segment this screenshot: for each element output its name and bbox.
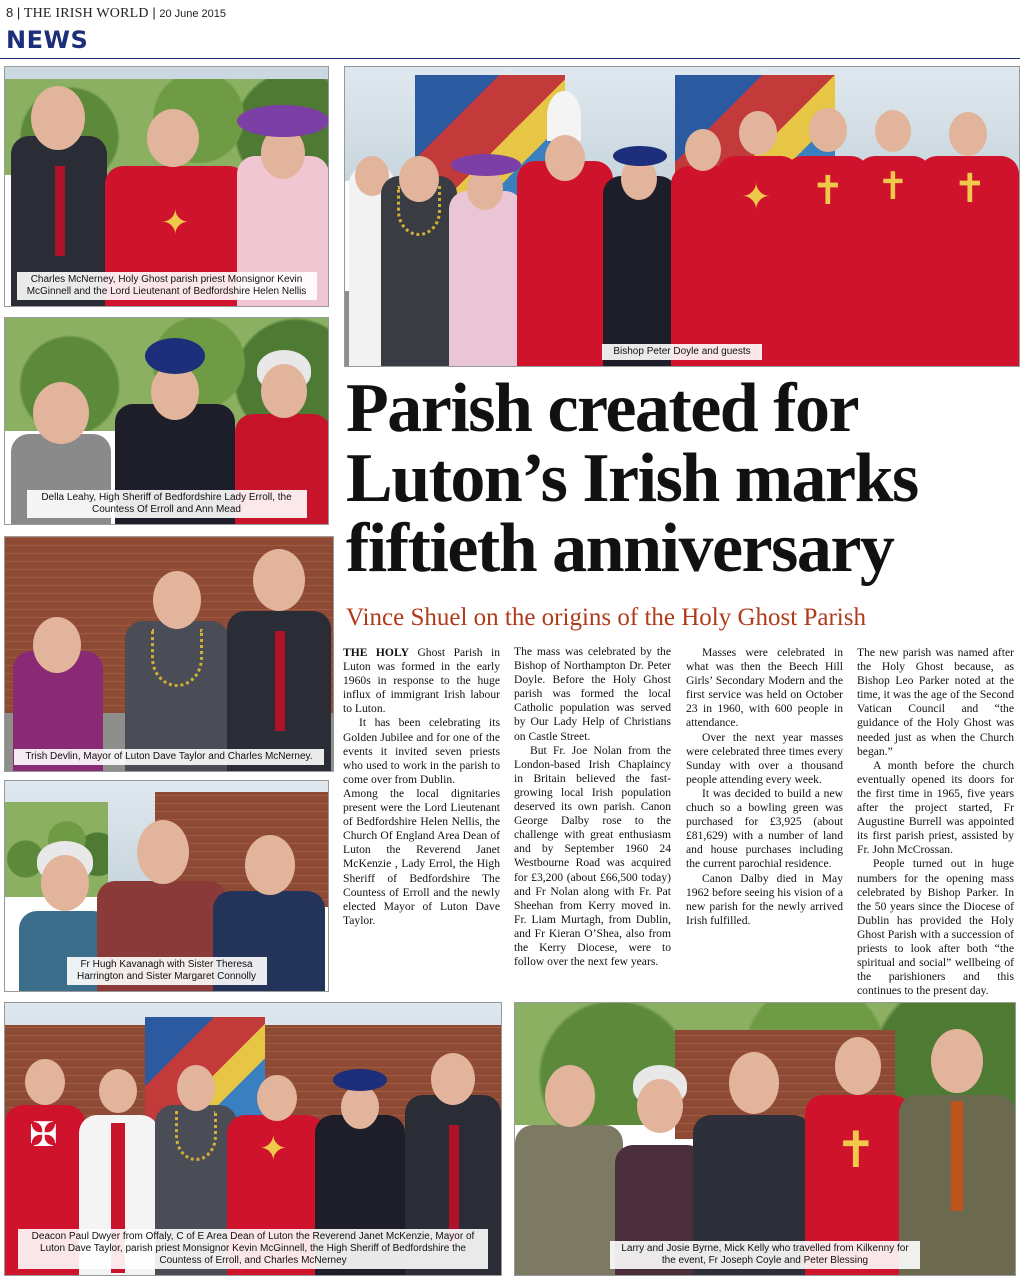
article-paragraph: People turned out in huge numbers for the opening mass celebrated by Bishop Parker. In the 50 years since the Diocese of Dublin has provided the Holy Ghost Parish with a succession of priests to look after both “the spiritual and social” wellbeing of the parishioners and this continues to the present day. xyxy=(857,857,1014,998)
priest-figure xyxy=(919,90,1019,366)
cross-vestment-icon: ✝ xyxy=(835,1121,877,1179)
person-figure xyxy=(227,541,331,771)
page-number: 8 xyxy=(6,5,14,20)
article-paragraph: Among the local dignitaries present were the Lord Lieutenant of Bedfordshire Helen Nellis, the Church Of England Area Dean of Luton the Reverend Janet McKenzie , Lady Errol, the High Sheriff of Bedfordshire The Countess of Erroll and the newly elected Mayor of Luton Dave Taylor. xyxy=(343,786,500,927)
section-label: NEWS xyxy=(6,26,89,54)
cross-vestment-icon: ✝ xyxy=(877,164,909,208)
article-paragraph: Canon Dalby died in May 1962 before seeing his vision of a new parish for the newly arrived Irish fulfilled. xyxy=(686,871,843,927)
publication-name: THE IRISH WORLD xyxy=(23,6,149,21)
cross-vestment-icon: ✦ xyxy=(259,1129,288,1169)
article-paragraph: It has been celebrating its Golden Jubilee and for one of the events it invited seven priests who used to work in the parish to come over from Dublin. xyxy=(343,716,500,786)
photo-clergy-dignitaries xyxy=(4,1002,502,1276)
cross-vestment-icon: ✝ xyxy=(811,168,845,214)
folio-separator: | xyxy=(16,5,21,20)
article-paragraph: It was decided to build a new chuch so a bowling green was purchased for £3,925 (about £81,629) with a number of land and house purchases including the current parochial residence. xyxy=(686,786,843,871)
person-figure xyxy=(381,116,457,366)
cross-vestment-icon: ✦ xyxy=(161,203,190,243)
folio xyxy=(6,5,226,22)
photo-dignitaries-3 xyxy=(4,536,334,772)
article-column-1 xyxy=(343,646,500,928)
person-figure xyxy=(125,561,229,771)
person-figure xyxy=(899,1013,1015,1275)
photo-caption: Trish Devlin, Mayor of Luton Dave Taylor and Charles McNerney. xyxy=(14,749,324,765)
article-headline: Parish created for Luton’s Irish marks fiftieth anniversary xyxy=(346,370,918,587)
photo-caption: Larry and Josie Byrne, Mick Kelly who travelled from Kilkenny for the event, Fr Joseph Coyle and Peter Blessing xyxy=(610,1241,920,1269)
issue-date: 20 June 2015 xyxy=(159,8,227,20)
person-figure xyxy=(515,1045,623,1275)
person-figure xyxy=(449,126,523,366)
person-figure xyxy=(603,116,677,366)
folio-separator: | xyxy=(152,5,156,20)
article-column-4 xyxy=(857,646,1014,998)
article-column-2 xyxy=(514,646,671,969)
article-paragraph: Masses were celebrated in what was then the Beech Hill Girls’ Secondary Modern and the first service was held on October 23 in 1960, with 600 people in attendance. xyxy=(686,646,843,730)
photo-dignitaries-1 xyxy=(4,66,329,307)
article-paragraph: THE HOLY Ghost Parish in Luton was formed in the early 1960s in response to the huge influx of immigrant Irish labour to Luton. xyxy=(343,646,500,716)
photo-sisters xyxy=(4,780,329,992)
bishop-figure xyxy=(517,91,613,366)
photo-parishioners xyxy=(514,1002,1016,1276)
article-column-3 xyxy=(686,646,843,928)
photo-caption: Della Leahy, High Sheriff of Bedfordshire Lady Erroll, the Countess Of Erroll and Ann Mead xyxy=(27,490,307,518)
article-paragraph: A month before the church eventually opened its doors for the first time in 1965, five years after the project started, Fr Augustine Burrell was appointed its first parish priest, assisted by Fr. John McCrossan. xyxy=(857,758,1014,857)
priest-figure xyxy=(805,1017,911,1275)
photo-caption: Bishop Peter Doyle and guests xyxy=(602,344,762,360)
article-paragraph: Over the next year masses were celebrated three times every Sunday with over a thousand people attending every week. xyxy=(686,730,843,786)
article-lead: THE HOLY xyxy=(343,646,409,659)
cross-vestment-icon: ✠ xyxy=(29,1115,58,1155)
cross-vestment-icon: ✝ xyxy=(953,166,987,212)
photo-caption: Deacon Paul Dwyer from Offaly, C of E Area Dean of Luton the Reverend Janet McKenzie, Mayor of Luton Dave Taylor, parish priest Monsignor Kevin McGinnell, the High Sheriff of Bedfordshire the Countess of Erroll, and Charles McNerney xyxy=(18,1229,488,1269)
photo-caption: Charles McNerney, Holy Ghost parish priest Monsignor Kevin McGinnell and the Lord Lieutenant of Bedfordshire Helen Nellis xyxy=(17,272,317,300)
photo-dignitaries-2 xyxy=(4,317,329,525)
photo-caption: Fr Hugh Kavanagh with Sister Theresa Harrington and Sister Margaret Connolly xyxy=(67,957,267,985)
article-standfirst: Vince Shuel on the origins of the Holy Ghost Parish xyxy=(346,604,866,631)
photo-main-group xyxy=(344,66,1020,367)
person-figure xyxy=(13,581,103,771)
person-figure xyxy=(693,1030,811,1275)
article-paragraph: The mass was celebrated by the Bishop of Northampton Dr. Peter Doyle. Before the Holy Ghost parish was formed the local Catholic population was served by Our Lady Help of Christians on Castle Street. xyxy=(514,645,671,743)
header-rule xyxy=(0,58,1020,59)
article-paragraph: The new parish was named after the Holy Ghost because, as Bishop Leo Parker noted at the time, it was the age of the Second Vatican Council and “the guidance of the Holy Ghost was needed just as when the Church began.” xyxy=(857,646,1014,758)
cross-vestment-icon: ✦ xyxy=(741,177,772,218)
article-paragraph: But Fr. Joe Nolan from the London-based Irish Chaplaincy in Britain believed the fast-growing local Irish population deserved its own parish. Canon George Dalby rose to the challenge with great enthusiasm and by September 1960 24 Westbourne Road was acquired for £3,200 (about £66,500 today) and Fr Nolan along with Fr. Pat Sheehan from Kerry moved in. Fr. Liam Murtagh, from Dublin, and Fr Kieran O’Shea, also from the Kerry Diocese, were to follow over the next few years. xyxy=(514,743,671,969)
